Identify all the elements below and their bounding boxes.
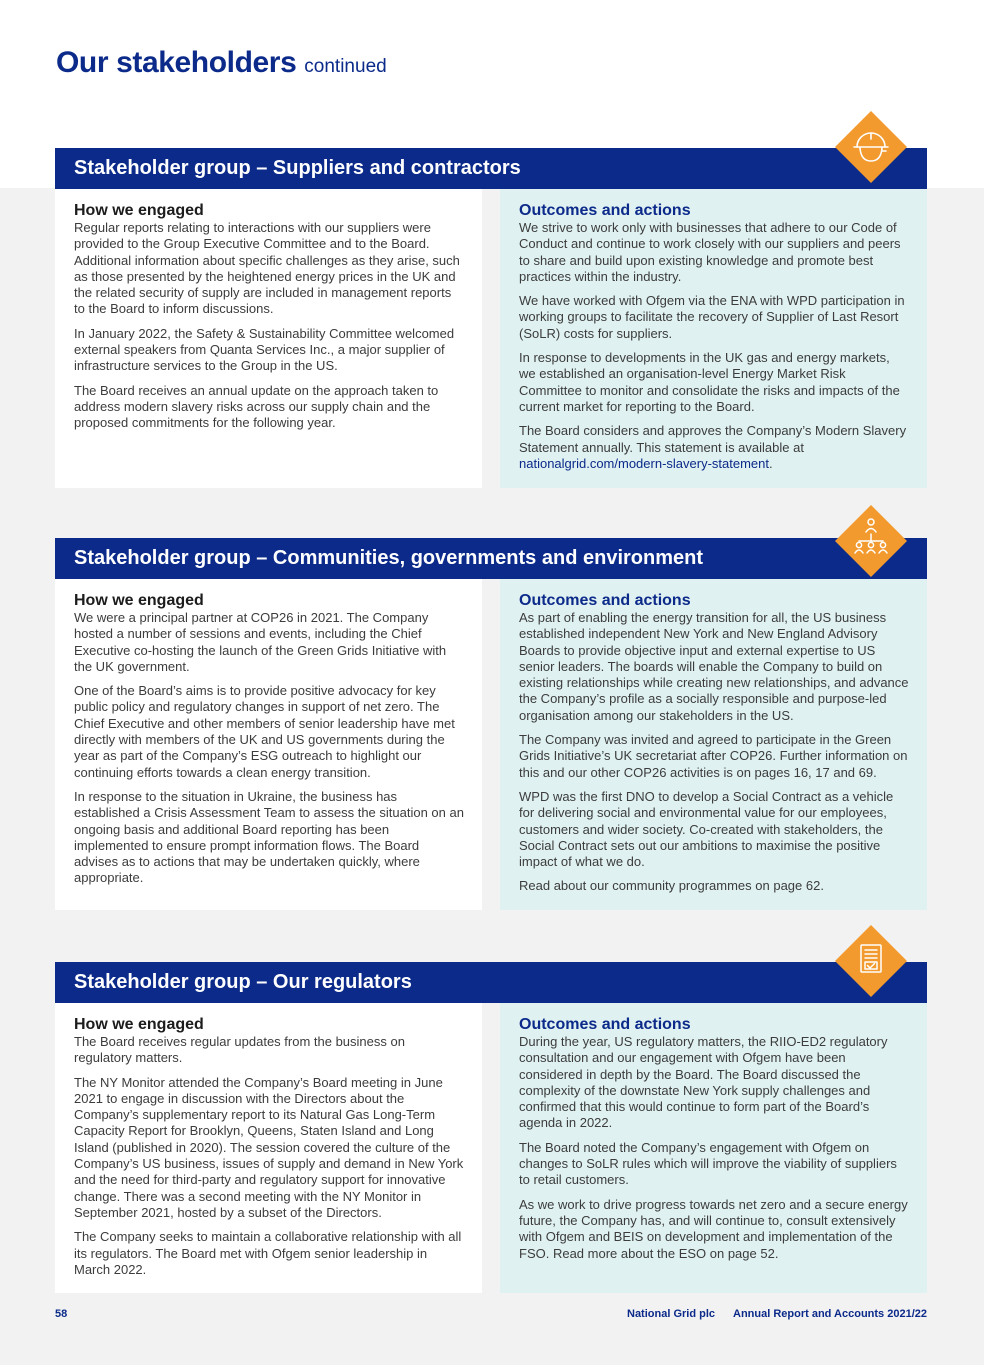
- how-we-engaged-panel: [55, 189, 482, 488]
- hard-hat-worker-icon: [835, 111, 907, 183]
- paragraph: One of the Board’s aims is to provide positive advocacy for key public policy and regulatory changes in support of net zero. The Chief Executive and other members of senior leadership have met directly with members of the UK and US governments during the year as part of the Company’s ESG outreach to highlight our continuing efforts towards a clean energy transition.: [74, 683, 455, 780]
- modern-slavery-statement-link[interactable]: nationalgrid.com/modern-slavery-statement: [519, 455, 769, 471]
- paragraph: We have worked with Ofgem via the ENA with WPD participation in working groups to facilitate the recovery of Supplier of Last Resort (SoLR) costs for suppliers.: [519, 293, 905, 341]
- paragraph: The Company was invited and agreed to participate in the Green Grids Initiative’s UK secretariat after COP26. Further information on this and our other COP26 activities is on pages 16, 17 and 69.: [519, 732, 908, 780]
- outcomes-and-actions-panel: [500, 1003, 927, 1293]
- page-number: 58: [55, 1308, 68, 1320]
- paragraph: Regular reports relating to interactions with our suppliers were provided to the Group Executive Committee and to the Board. Additional information about specific challenges as they arise, such as those presented by the heightened energy prices in the UK and the related security of supply are included in management reports to the Board to inform discussions.: [74, 220, 460, 317]
- panel-title: How we engaged: [74, 1016, 204, 1033]
- outcomes-and-actions-panel: [500, 579, 927, 910]
- how-we-engaged-panel: [55, 579, 482, 910]
- panel-title: Outcomes and actions: [519, 1016, 691, 1033]
- paragraph: In response to developments in the UK gas and energy markets, we established an organisation-level Energy Market Risk Committee to monitor and consolidate the risks and impacts of the current market for reporting to the Board.: [519, 350, 900, 414]
- section-heading: Stakeholder group – Communities, governments and environment: [55, 538, 927, 579]
- paragraph: The NY Monitor attended the Company’s Board meeting in June 2021 to engage in discussion with the Directors about the Company’s supplementary report to its Natural Gas Long-Term Capacity Report for Brooklyn, Queens, Staten Island and Long Island (published in 2020). The session covered the culture of the Company’s US business, issues of supply and demand in New York and the need for third-party and regulatory support for innovative change. There was a second meeting with the NY Monitor in September 2021, hosted by a subset of the Directors.: [74, 1074, 464, 1220]
- outcomes-and-actions-panel: [500, 189, 927, 488]
- paragraph: The Board receives regular updates from the business on regulatory matters.: [74, 1034, 405, 1066]
- paragraph: As we work to drive progress towards net zero and a secure energy future, the Company has, and will continue to, consult extensively with Ofgem and BEIS on development and implementation of the FSO. Read more about the ESO on page 52.: [519, 1196, 908, 1261]
- page-title: Our stakeholders continued: [56, 46, 387, 79]
- paragraph: During the year, US regulatory matters, the RIIO-ED2 regulatory consultation and our engagement with Ofgem have been considered in depth by the Board. The Board discussed the complexity of the downstate New York supply challenges and confirmed that this would continue to form part of the Board’s agenda in 2022.: [519, 1034, 888, 1131]
- paragraph: The Board receives an annual update on the approach taken to address modern slavery risks across our supply chain and the proposed commitments for the following year.: [74, 382, 439, 431]
- footer-company: National Grid plc: [627, 1308, 716, 1320]
- section-heading: Stakeholder group – Suppliers and contractors: [55, 148, 927, 189]
- paragraph: In response to the situation in Ukraine, the business has established a Crisis Assessment Team to assess the situation on an ongoing basis and additional Board reporting has been implemented to ensure prompt information flows. The Board advises as to actions that may be undertaken quickly, where appropriate.: [74, 788, 464, 886]
- footer-report-title: Annual Report and Accounts 2021/22: [733, 1308, 927, 1320]
- paragraph: Read about our community programmes on page 62.: [519, 878, 824, 894]
- checklist-document-icon: [835, 925, 907, 997]
- paragraph: WPD was the first DNO to develop a Social Contract as a vehicle for delivering social and environmental value for our employees, customers and wider society. Co-created with stakeholders, the Social Contract sets out our ambitions to maximise the positive impact of what we do.: [519, 788, 894, 870]
- paragraph: The Company seeks to maintain a collaborative relationship with all its regulators. The Board met with Ofgem senior leadership in March 2022.: [74, 1229, 462, 1277]
- page-title-suffix: continued: [304, 56, 387, 77]
- paragraph: As part of enabling the energy transition for all, the US business established independent New York and New England Advisory Boards to provide objective input and external expertise to US senior leaders. The boards will enable the Company to build on existing relationships while creating new relationships, and advance the Company’s profile as a socially responsible and purpose-led organisation among our stakeholders in the US.: [519, 610, 909, 723]
- people-network-icon: [835, 505, 907, 577]
- panel-title: Outcomes and actions: [519, 592, 691, 609]
- paragraph: We strive to work only with businesses that adhere to our Code of Conduct and continue to work closely with our suppliers and peers to share and build upon existing knowledge and promote best practices within the industry.: [519, 220, 901, 284]
- paragraph: We were a principal partner at COP26 in 2021. The Company hosted a number of sessions and events, including the Chief Executive co-hosting the launch of the Green Grids Initiative with the UK government.: [74, 610, 447, 674]
- panel-title: How we engaged: [74, 202, 204, 219]
- panel-title: Outcomes and actions: [519, 202, 691, 219]
- stakeholder-section-communities: [55, 538, 927, 910]
- paragraph: In January 2022, the Safety & Sustainability Committee welcomed external speakers from Quanta Services Inc., a major supplier of infrastructure services to the Group in the US.: [74, 325, 455, 374]
- panel-title: How we engaged: [74, 592, 204, 609]
- section-heading: Stakeholder group – Our regulators: [55, 962, 927, 1003]
- stakeholder-section-suppliers: [55, 148, 927, 488]
- paragraph: The Board considers and approves the Company’s Modern Slavery Statement annually. This statement is available at nationalgrid.com/modern-slavery-statement.: [519, 423, 907, 471]
- stakeholder-section-regulators: [55, 962, 927, 1293]
- how-we-engaged-panel: [55, 1003, 482, 1293]
- paragraph: The Board noted the Company’s engagement with Ofgem on changes to SoLR rules which will improve the viability of suppliers to retail customers.: [519, 1139, 897, 1188]
